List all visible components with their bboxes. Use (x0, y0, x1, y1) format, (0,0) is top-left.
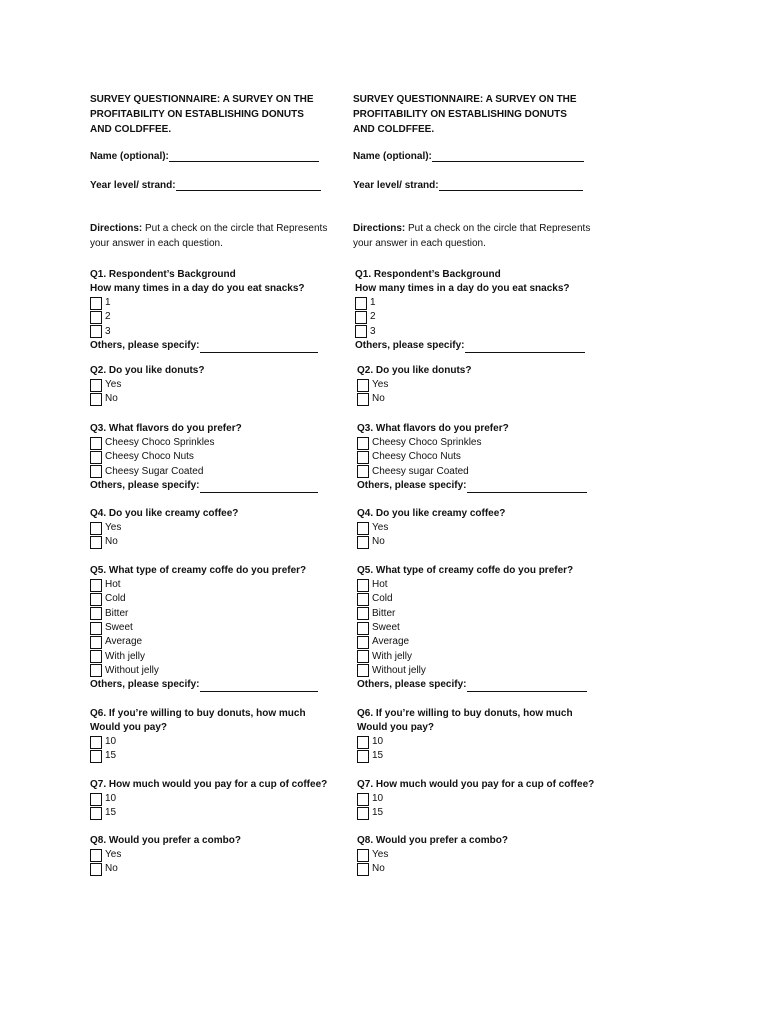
survey-title-line: AND COLDFFEE. (353, 124, 435, 135)
checkbox[interactable] (357, 736, 369, 749)
question-q3 (357, 422, 587, 493)
survey-title-line: SURVEY QUESTIONNAIRE: A SURVEY ON THE (90, 94, 314, 105)
answer-option[interactable] (357, 378, 471, 392)
answer-option-label: Yes (372, 522, 389, 534)
answer-option[interactable] (90, 664, 318, 678)
answer-option[interactable] (90, 296, 318, 310)
answer-option[interactable] (357, 635, 587, 649)
answer-option-label: Cold (105, 593, 126, 605)
answer-option[interactable] (357, 436, 587, 450)
checkbox[interactable] (357, 636, 369, 649)
checkbox[interactable] (357, 593, 369, 606)
survey-column-left (90, 92, 340, 875)
answer-option[interactable] (357, 621, 587, 635)
question-title: Q1. Respondent’s Background (355, 269, 501, 280)
answer-option[interactable] (90, 535, 238, 549)
name-field[interactable] (90, 150, 319, 162)
checkbox[interactable] (90, 437, 102, 450)
checkbox[interactable] (90, 579, 102, 592)
survey-column-right (353, 92, 603, 875)
question-q1 (355, 268, 585, 353)
others-specify-field[interactable] (90, 479, 318, 493)
checkbox[interactable] (90, 297, 102, 310)
answer-option-label: 2 (105, 311, 111, 323)
question-q3 (90, 422, 318, 493)
question-title: Q7. How much would you pay for a cup of coffee? (357, 779, 595, 790)
question-q7 (90, 778, 327, 821)
answer-option-label: No (105, 393, 118, 405)
name-input-line[interactable] (432, 150, 584, 162)
answer-option-label: 10 (105, 793, 117, 805)
answer-option[interactable] (90, 792, 327, 806)
answer-option[interactable] (357, 848, 508, 862)
answer-option[interactable] (90, 465, 318, 479)
answer-option[interactable] (90, 592, 318, 606)
answer-option[interactable] (357, 392, 471, 406)
answer-option-label: 2 (370, 311, 376, 323)
question-q6 (357, 707, 573, 764)
checkbox[interactable] (90, 664, 102, 677)
directions-label: Directions: (90, 223, 143, 234)
others-specify-field[interactable] (357, 678, 587, 692)
question-q6 (90, 707, 306, 764)
answer-option-label: 15 (372, 750, 384, 762)
answer-option[interactable] (357, 521, 505, 535)
question-title: How many times in a day do you eat snacks? (90, 283, 305, 294)
checkbox[interactable] (357, 607, 369, 620)
answer-option-label: No (105, 536, 118, 548)
answer-option-label: 15 (372, 807, 384, 819)
answer-option[interactable] (90, 862, 241, 876)
others-specify-label: Others, please specify: (357, 679, 467, 691)
checkbox[interactable] (90, 650, 102, 663)
answer-option[interactable] (355, 310, 585, 324)
checkbox[interactable] (357, 650, 369, 663)
checkbox[interactable] (357, 807, 369, 820)
answer-option[interactable] (90, 450, 318, 464)
answer-option[interactable] (355, 296, 585, 310)
year-level-field[interactable] (353, 179, 583, 191)
answer-option-label: Cold (372, 593, 393, 605)
year-level-input-line[interactable] (439, 179, 583, 191)
survey-title (90, 92, 340, 137)
answer-option-label: 3 (105, 325, 111, 337)
answer-option[interactable] (357, 607, 587, 621)
answer-option-label: 10 (372, 793, 384, 805)
checkbox[interactable] (357, 849, 369, 862)
answer-option[interactable] (90, 607, 318, 621)
checkbox[interactable] (357, 451, 369, 464)
question-title: Would you pay? (357, 722, 435, 733)
others-specify-line[interactable] (200, 342, 318, 353)
answer-option[interactable] (90, 392, 204, 406)
checkbox[interactable] (90, 849, 102, 862)
directions (90, 221, 330, 251)
checkbox[interactable] (90, 451, 102, 464)
question-q2 (90, 364, 204, 407)
answer-option-label: 10 (372, 736, 384, 748)
question-q7 (357, 778, 594, 821)
answer-option[interactable] (357, 664, 587, 678)
checkbox[interactable] (357, 863, 369, 876)
checkbox[interactable] (357, 437, 369, 450)
others-specify-field[interactable] (357, 479, 587, 493)
answer-option-label: Sweet (105, 622, 133, 634)
question-q4 (90, 507, 238, 550)
others-specify-line[interactable] (200, 681, 318, 692)
checkbox[interactable] (90, 750, 102, 763)
answer-option-label: Cheesy Sugar Coated (105, 465, 204, 477)
answer-option[interactable] (90, 436, 318, 450)
answer-option-label: Bitter (372, 607, 396, 619)
checkbox[interactable] (90, 393, 102, 406)
survey-title-line: AND COLDFFEE. (90, 124, 172, 135)
answer-option[interactable] (357, 649, 587, 663)
others-specify-label: Others, please specify: (355, 339, 465, 351)
checkbox[interactable] (90, 325, 102, 338)
answer-option-label: Cheesy Choco Nuts (372, 451, 461, 463)
answer-option-label: Average (105, 636, 143, 648)
question-title: Q2. Do you like donuts? (90, 365, 205, 376)
answer-option[interactable] (357, 806, 594, 820)
question-title: Q5. What type of creamy coffe do you prefer? (90, 565, 307, 576)
others-specify-label: Others, please specify: (90, 479, 200, 491)
question-title: Q1. Respondent’s Background (90, 269, 236, 280)
survey-title (353, 92, 603, 137)
others-specify-label: Others, please specify: (90, 679, 200, 691)
others-specify-label: Others, please specify: (90, 339, 200, 351)
checkbox[interactable] (90, 607, 102, 620)
answer-option-label: Yes (105, 522, 122, 534)
question-title: Q2. Do you like donuts? (357, 365, 472, 376)
answer-option[interactable] (90, 521, 238, 535)
answer-option-label: Hot (372, 579, 388, 591)
answer-option[interactable] (357, 592, 587, 606)
others-specify-line[interactable] (467, 681, 587, 692)
name-input-line[interactable] (169, 150, 319, 162)
name-label: Name (optional): (90, 151, 169, 162)
checkbox[interactable] (357, 664, 369, 677)
answer-option[interactable] (90, 649, 318, 663)
question-q8 (357, 834, 508, 877)
answer-option-label: Cheesy Choco Nuts (105, 451, 194, 463)
answer-option-label: No (372, 393, 385, 405)
answer-option-label: Yes (105, 849, 122, 861)
year-level-label: Year level/ strand: (353, 180, 439, 191)
answer-option-label: 15 (105, 750, 117, 762)
checkbox[interactable] (357, 579, 369, 592)
question-q4 (357, 507, 505, 550)
others-specify-line[interactable] (200, 482, 318, 493)
answer-option[interactable] (90, 325, 318, 339)
answer-option-label: Cheesy Choco Sprinkles (372, 437, 482, 449)
others-specify-line[interactable] (467, 482, 587, 493)
year-level-input-line[interactable] (176, 179, 321, 191)
name-label: Name (optional): (353, 151, 432, 162)
directions (353, 221, 593, 251)
answer-option-label: 3 (370, 325, 376, 337)
question-q5 (90, 564, 318, 692)
answer-option-label: Cheesy sugar Coated (372, 465, 469, 477)
others-specify-label: Others, please specify: (357, 479, 467, 491)
question-q5 (357, 564, 587, 692)
year-level-label: Year level/ strand: (90, 180, 176, 191)
others-specify-field[interactable] (90, 678, 318, 692)
answer-option-label: No (372, 536, 385, 548)
question-q8 (90, 834, 241, 877)
answer-option[interactable] (357, 535, 505, 549)
answer-option-label: Sweet (372, 622, 400, 634)
question-title: Q8. Would you prefer a combo? (90, 835, 241, 846)
checkbox[interactable] (90, 807, 102, 820)
name-field[interactable] (353, 150, 584, 162)
checkbox[interactable] (90, 536, 102, 549)
question-title: Q4. Do you like creamy coffee? (357, 508, 506, 519)
answer-option-label: With jelly (105, 650, 146, 662)
question-title: Q7. How much would you pay for a cup of coffee? (90, 779, 328, 790)
checkbox[interactable] (357, 393, 369, 406)
answer-option[interactable] (357, 792, 594, 806)
answer-option[interactable] (355, 325, 585, 339)
answer-option[interactable] (90, 848, 241, 862)
answer-option[interactable] (357, 450, 587, 464)
checkbox[interactable] (90, 622, 102, 635)
question-title: Q3. What flavors do you prefer? (357, 423, 509, 434)
answer-option-label: 1 (105, 297, 111, 309)
checkbox[interactable] (357, 379, 369, 392)
question-title: Q5. What type of creamy coffe do you prefer? (357, 565, 574, 576)
question-title: Q6. If you’re willing to buy donuts, how much (357, 708, 573, 719)
answer-option[interactable] (90, 578, 318, 592)
question-title: Q6. If you’re willing to buy donuts, how much (90, 708, 306, 719)
answer-option-label: Without jelly (105, 664, 159, 676)
answer-option[interactable] (357, 465, 587, 479)
answer-option-label: Bitter (105, 607, 129, 619)
checkbox[interactable] (357, 793, 369, 806)
survey-title-line: PROFITABILITY ON ESTABLISHING DONUTS (353, 109, 567, 120)
answer-option-label: Yes (105, 379, 122, 391)
others-specify-line[interactable] (465, 342, 585, 353)
answer-option[interactable] (90, 378, 204, 392)
answer-option-label: 15 (105, 807, 117, 819)
checkbox[interactable] (357, 522, 369, 535)
answer-option-label: Yes (372, 379, 389, 391)
checkbox[interactable] (357, 536, 369, 549)
answer-option-label: Average (372, 636, 410, 648)
checkbox[interactable] (90, 311, 102, 324)
answer-option-label: 1 (370, 297, 376, 309)
year-level-field[interactable] (90, 179, 321, 191)
answer-option-label: Yes (372, 849, 389, 861)
directions-text: Put a check on the circle that Represents your answer in each question. (90, 223, 328, 249)
answer-option[interactable] (357, 749, 573, 763)
answer-option[interactable] (90, 621, 318, 635)
question-title: How many times in a day do you eat snacks? (355, 283, 570, 294)
survey-title-line: SURVEY QUESTIONNAIRE: A SURVEY ON THE (353, 94, 577, 105)
checkbox[interactable] (355, 297, 367, 310)
directions-label: Directions: (353, 223, 406, 234)
checkbox[interactable] (90, 793, 102, 806)
answer-option-label: No (105, 863, 118, 875)
answer-option[interactable] (90, 635, 318, 649)
others-specify-field[interactable] (355, 339, 585, 353)
checkbox[interactable] (90, 379, 102, 392)
checkbox[interactable] (355, 325, 367, 338)
question-title: Q8. Would you prefer a combo? (357, 835, 508, 846)
question-title: Q4. Do you like creamy coffee? (90, 508, 239, 519)
others-specify-field[interactable] (90, 339, 318, 353)
question-title: Q3. What flavors do you prefer? (90, 423, 242, 434)
answer-option[interactable] (357, 578, 587, 592)
answer-option[interactable] (90, 806, 327, 820)
answer-option-label: With jelly (372, 650, 413, 662)
checkbox[interactable] (357, 750, 369, 763)
answer-option-label: Cheesy Choco Sprinkles (105, 437, 215, 449)
checkbox[interactable] (90, 465, 102, 478)
checkbox[interactable] (90, 593, 102, 606)
checkbox[interactable] (90, 522, 102, 535)
checkbox[interactable] (357, 622, 369, 635)
question-q2 (357, 364, 471, 407)
answer-option-label: Without jelly (372, 664, 426, 676)
checkbox[interactable] (90, 863, 102, 876)
answer-option-label: No (372, 863, 385, 875)
answer-option-label: Hot (105, 579, 121, 591)
question-q1 (90, 268, 318, 353)
checkbox[interactable] (355, 311, 367, 324)
answer-option[interactable] (357, 735, 573, 749)
checkbox[interactable] (90, 736, 102, 749)
answer-option[interactable] (357, 862, 508, 876)
directions-text: Put a check on the circle that Represents your answer in each question. (353, 223, 591, 249)
answer-option[interactable] (90, 735, 306, 749)
answer-option[interactable] (90, 749, 306, 763)
answer-option-label: 10 (105, 736, 117, 748)
checkbox[interactable] (357, 465, 369, 478)
question-title: Would you pay? (90, 722, 168, 733)
checkbox[interactable] (90, 636, 102, 649)
answer-option[interactable] (90, 310, 318, 324)
survey-title-line: PROFITABILITY ON ESTABLISHING DONUTS (90, 109, 304, 120)
